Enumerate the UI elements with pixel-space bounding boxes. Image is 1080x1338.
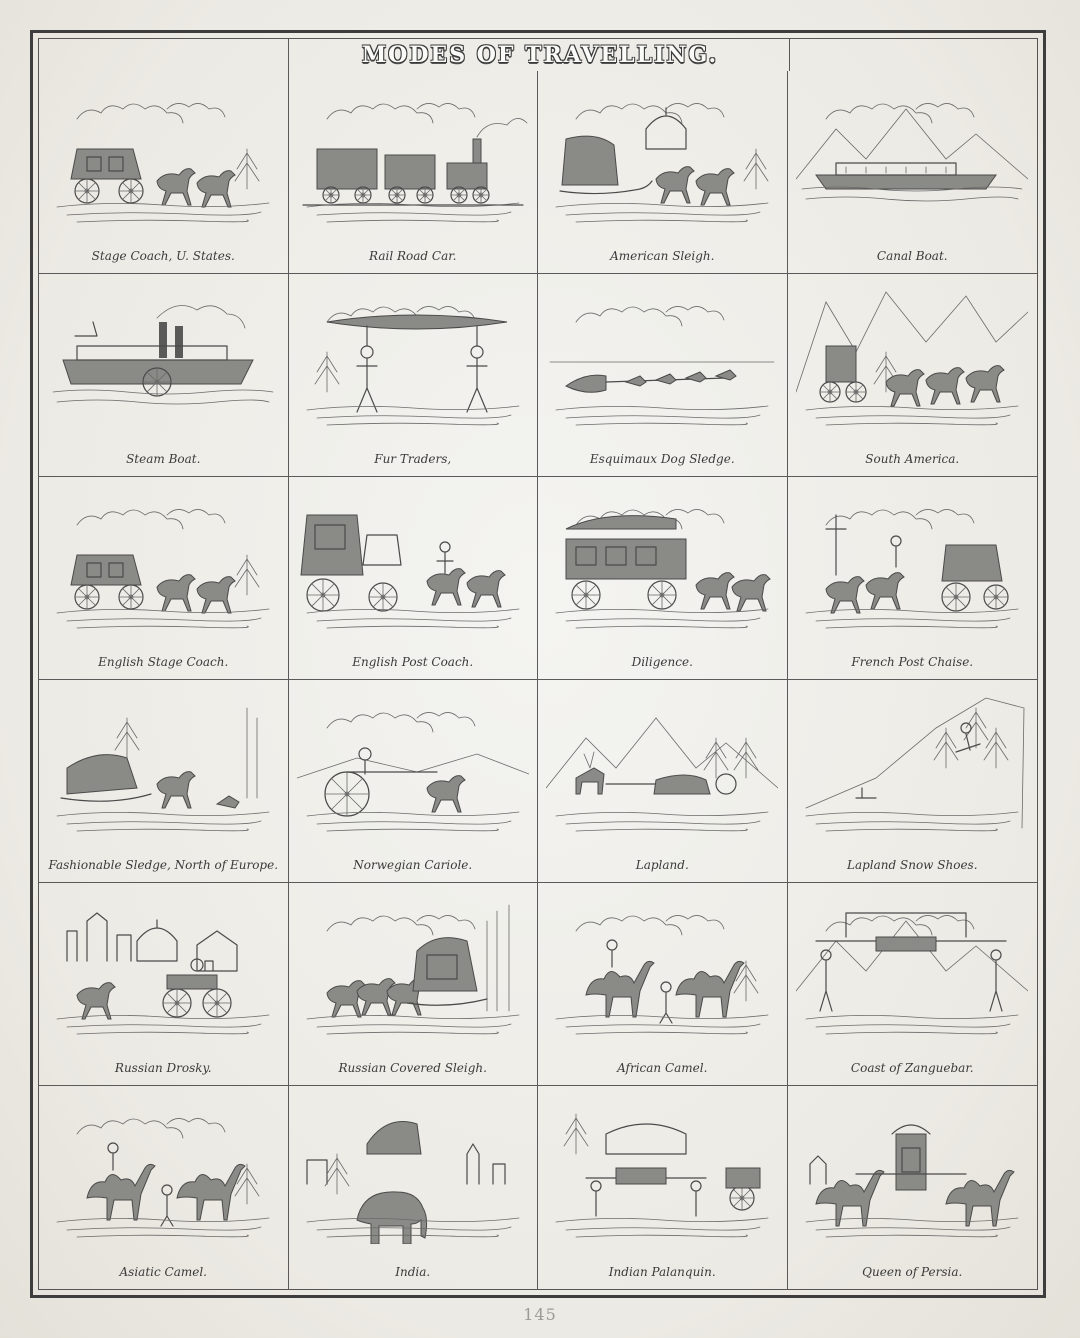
post-chaise-icon [796,485,1028,635]
plate-caption: Indian Palanquin. [608,1265,716,1279]
dog-sledge-icon [546,282,778,432]
plate-caption: Rail Road Car. [369,249,457,263]
plate-cell [788,71,1038,274]
plate-caption: French Post Chaise. [851,655,974,669]
plate-caption: Fur Traders, [374,452,452,466]
plate-cell [538,883,788,1086]
page-number: 145 [523,1305,557,1324]
plate-cell [788,477,1038,680]
plate-cell [788,680,1038,883]
stage-coach-icon [47,79,279,229]
plate-caption: South America. [865,452,960,466]
plate-caption: English Stage Coach. [98,655,229,669]
plate-cell [39,883,289,1086]
plate-cell [538,274,788,477]
plate-cell [788,274,1038,477]
title-row-divider [288,39,289,71]
plate-caption: Queen of Persia. [862,1265,963,1279]
plates-grid [39,71,1037,1289]
horse-sledge-icon [47,688,279,838]
plate-caption: African Camel. [617,1061,708,1075]
plate-cell [39,680,289,883]
plate-cell [289,274,539,477]
drosky-icon [47,891,279,1041]
plate-caption: Lapland. [635,858,689,872]
railroad-icon [297,79,529,229]
plate-caption: American Sleigh. [610,249,715,263]
steam-boat-icon [47,282,279,432]
plate-caption: English Post Coach. [352,655,474,669]
litter-icon [796,891,1028,1041]
plate-cell [39,71,289,274]
plate-cell [39,1086,289,1289]
plate-caption: Coast of Zanguebar. [850,1061,974,1075]
plate-cell [289,477,539,680]
canal-boat-icon [796,79,1028,229]
camel-icon [546,891,778,1041]
camel-litter-icon [796,1094,1028,1244]
plate-caption: Lapland Snow Shoes. [846,858,978,872]
canoe-carriers-icon [297,282,529,432]
plate-caption: Russian Drosky. [114,1061,212,1075]
plate-caption: Norwegian Cariole. [353,858,473,872]
plate-cell [289,1086,539,1289]
plate-cell [289,71,539,274]
page-title: MODES OF TRAVELLING. [361,42,719,68]
plate-caption: Asiatic Camel. [119,1265,207,1279]
plate-caption: Canal Boat. [876,249,948,263]
plate-caption: Diligence. [631,655,693,669]
plate-caption: Esquimaux Dog Sledge. [589,452,735,466]
plate-cell [289,680,539,883]
diligence-icon [546,485,778,635]
plate-caption: Steam Boat. [126,452,201,466]
plate-cell [289,883,539,1086]
plate-cell [788,883,1038,1086]
plate-cell [788,1086,1038,1289]
mountain-coach-icon [796,282,1028,432]
plate-caption: Stage Coach, U. States. [91,249,235,263]
plate-cell [538,477,788,680]
plate-cell [39,477,289,680]
stage-coach-icon [47,485,279,635]
sleigh-icon [546,79,778,229]
plate-cell [39,274,289,477]
plate-cell [538,71,788,274]
cariole-icon [297,688,529,838]
plate-caption: Russian Covered Sleigh. [338,1061,487,1075]
elephant-icon [297,1094,529,1244]
plate-cell [538,1086,788,1289]
plate-caption: Fashionable Sledge, North of Europe. [48,858,279,872]
plate-cell [538,680,788,883]
post-coach-icon [297,485,529,635]
palanquin-icon [546,1094,778,1244]
snow-shoes-icon [796,688,1028,838]
plate-caption: India. [395,1265,431,1279]
covered-sleigh-icon [297,891,529,1041]
camel-icon [47,1094,279,1244]
reindeer-sledge-icon [546,688,778,838]
